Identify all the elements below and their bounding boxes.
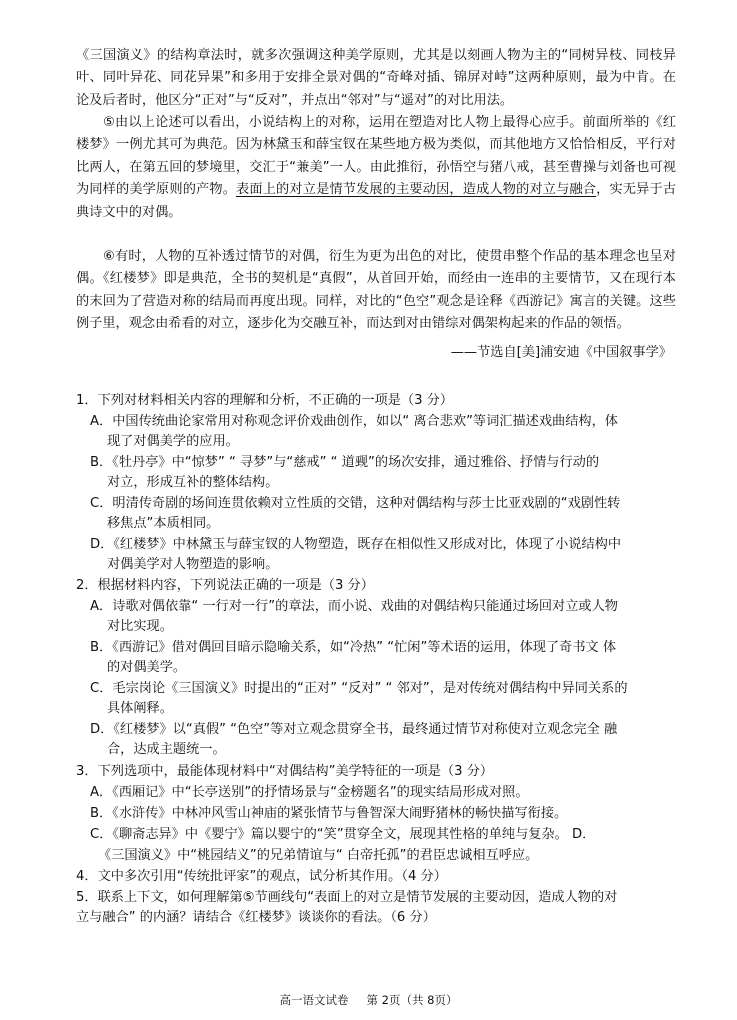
question-2-option-c: C．毛宗岗论《三国演义》时提出的“正对” “反对” “ 邻对”，是对传统对偶结构中异同关系的 具体阐释。 — [90, 681, 628, 717]
question-2-option-d: D．《红楼梦》以“真假” “色空”等对立观念贯穿全书，最终通过情节对称使对立观念完全 融 合，达成主题统一。 — [90, 722, 618, 758]
question-3-option-b: B．《水浒传》中林冲风雪山神庙的紧张情节与鲁智深大闹野猪林的畅快描写衔接。 — [90, 806, 568, 821]
passage-paragraph-5 — [76, 112, 676, 224]
p5-underlined-sentence: 表面上的对立是情节发展的主要动因，造成人物的对立与融合 — [236, 182, 597, 198]
question-1-option-a: A．中国传统曲论家常用对称观念评价戏曲创作，如以“ 离合悲欢”等词汇描述戏曲结构，体 现了对偶美学的应用。 — [90, 414, 618, 450]
question-1-stem: 1．下列对材料相关内容的理解和分析，不正确的一项是（3 分） — [76, 393, 454, 408]
question-4-stem: 4．文中多次引用“传统批评家”的观点，试分析其作用。（4 分） — [76, 869, 447, 884]
passage-paragraph-continued: 《三国演义》的结构章法时，就多次强调这种美学原则，尤其是以刻画人物为主的“同树异枝、同枝异叶、同叶异花、同花异果”和多用于安排全景对偶的“奇峰对插、锦屏对峙”这两种原则，最为中肯。在论及后者时，他区分“正对”与“反对”，并点出“邻对”与“遥对”的对比用法。 — [76, 48, 676, 108]
footer-page-number: 第 2页（共 8页） — [366, 993, 458, 1007]
question-5-stem: 5．联系上下文，如何理解第⑤节画线句“表面上的对立是情节发展的主要动因，造成人物的对 立与融合” 的内涵？请结合《红楼梦》谈谈你的看法。（6 分） — [76, 890, 618, 926]
p5-text-after: ，实无异于古典诗文中的对偶。 — [76, 182, 677, 220]
question-3-stem: 3．下列选项中，最能体现材料中“对偶结构”美学特征的一项是（3 分） — [76, 764, 494, 779]
question-3-option-d: 《三国演义》中“桃园结义”的兄弟情谊与“ 白帝托孤”的君臣忠诚相互呼应。 — [98, 848, 539, 863]
footer-exam-title: 高一语文试卷 — [279, 993, 349, 1007]
passage-source: ——节选自[美]浦安迪《中国叙事学》 — [450, 345, 672, 360]
question-1-option-b: B．《牡丹亭》中“惊梦” “ 寻梦”与“慈戒” “ 道觋”的场次安排，通过雅俗、抒情与行动的 对立，形成互补的整体结构。 — [90, 455, 600, 491]
question-3-option-c: C．《聊斋志异》中《婴宁》篇以婴宁的“笑”贯穿全文，展现其性格的单纯与复杂。 D． — [90, 827, 596, 842]
question-2-stem: 2．根据材料内容，下列说法正确的一项是（3 分） — [76, 578, 374, 593]
p5-text-before: ⑤由以上论述可以看出，小说结构上的对称，运用在塑造对比人物上最得心应手。前面所举的《红楼梦》一例尤其可为典范。因为林黛玉和薛宝钗在某些地方极为类似，而其他地方又恰恰相反，平行对比两人，在第五回的梦境里，交汇于“兼美”一人。由此推衍，孙悟空与猪八戒，甚至曹操与刘备也可视为同样的美学原则的产物。 — [76, 115, 676, 198]
passage-paragraph-6: ⑥有时，人物的互补透过情节的对偶，衍生为更为出色的对比，使贯串整个作品的基本理念也呈对偶。《红楼梦》即是典范，全书的契机是“真假”，从首回开始，而经由一连串的主要情节，又在现行本的末回为了营造对称的结局而再度出现。同样，对比的“色空”观念是诠释《西游记》寓言的关键。这些例子里，观念由希看的对立，逐步化为交融互补，而达到对由错综对偶架构起来的作品的领悟。 — [76, 249, 676, 332]
question-1-option-c: C．明清传奇剧的场间连贯依赖对立性质的交错，这种对偶结构与莎士比亚戏剧的“戏剧性转 移焦点”本质相同。 — [90, 496, 621, 532]
question-2-option-a: A．诗歌对偶依靠“ 一行对一行”的章法，而小说、戏曲的对偶结构只能通过场回对立或人物 对比实现。 — [90, 599, 618, 635]
page-footer — [0, 992, 737, 1008]
question-1-option-d: D．《红楼梦》中林黛玉与薛宝钗的人物塑造，既存在相似性又形成对比，体现了小说结构中 对偶美学对人物塑造的影响。 — [90, 537, 622, 573]
question-2-option-b: B．《西游记》借对偶回目暗示隐喻关系，如“冷热” “忙闲”等术语的运用，体现了奇书文 体 的对偶美学。 — [90, 640, 617, 676]
question-3-option-a: A．《西厢记》中“长亭送别”的抒情场景与“金榜题名”的现实结局形成对照。 — [90, 785, 529, 800]
